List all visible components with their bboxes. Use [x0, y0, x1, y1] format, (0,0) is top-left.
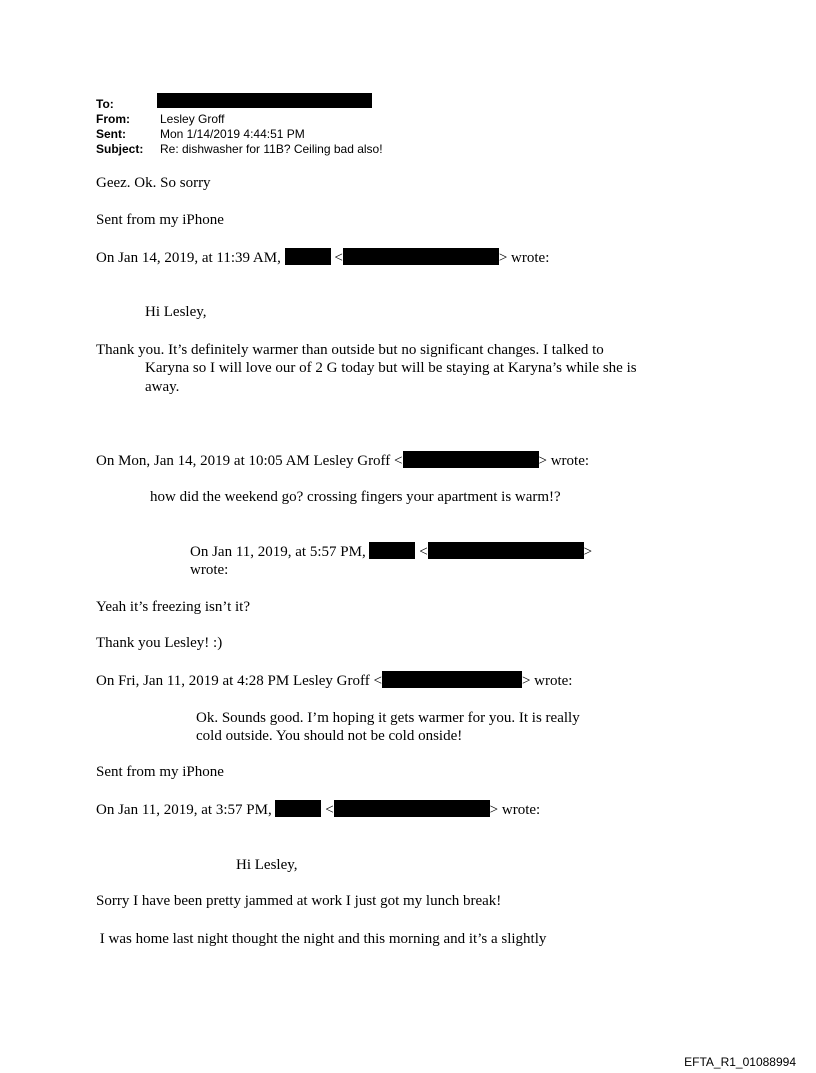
- redaction-email: [382, 671, 522, 688]
- quote-header-2-text: On Mon, Jan 14, 2019 at 10:05 AM Lesley Groff <: [96, 453, 403, 469]
- from-value: Lesley Groff: [160, 112, 225, 126]
- to-row: [96, 98, 160, 110]
- redaction-name: [275, 800, 321, 817]
- signature-line: Sent from my iPhone: [96, 764, 224, 780]
- quote-header-5-lt: <: [325, 802, 334, 818]
- subject-value: Re: dishwasher for 11B? Ceiling bad also!: [160, 142, 383, 156]
- quote-header-3-wrote: wrote:: [190, 562, 229, 578]
- redaction-email: [403, 451, 539, 468]
- paragraph-line: Karyna so I will love our of 2 G today but will be staying at Karyna’s while she is: [145, 360, 637, 376]
- quote-header-4-text: On Fri, Jan 11, 2019 at 4:28 PM Lesley Groff <: [96, 673, 382, 689]
- quote-header-5-wrote: > wrote:: [489, 802, 541, 818]
- subject-row: [96, 143, 383, 155]
- quote-header-5-text: On Jan 11, 2019, at 3:57 PM,: [96, 802, 272, 818]
- quote-header-2: [96, 451, 589, 470]
- quoted-text: Ok. Sounds good. I’m hoping it gets warmer for you. It is really: [196, 710, 580, 726]
- quoted-text: Yeah it’s freezing isn’t it?: [96, 599, 251, 615]
- subject-label: Subject:: [96, 142, 144, 156]
- to-label: To:: [96, 97, 114, 111]
- quote-header-1-text: On Jan 14, 2019, at 11:39 AM,: [96, 250, 281, 266]
- quote-header-1: [96, 248, 549, 267]
- paragraph-line: Thank you. It’s definitely warmer than outside but no significant changes. I talked to: [96, 342, 604, 358]
- quoted-text: Thank you Lesley! :): [96, 635, 223, 651]
- quote-header-4-wrote: > wrote:: [521, 673, 573, 689]
- quote-header-5: [96, 800, 540, 819]
- sent-label: Sent:: [96, 127, 126, 141]
- quoted-text: how did the weekend go? crossing fingers your apartment is warm!?: [150, 489, 561, 505]
- signature-line: Sent from my iPhone: [96, 212, 224, 228]
- quoted-text: Sorry I have been pretty jammed at work I just got my lunch break!: [96, 893, 502, 909]
- document-id: EFTA_R1_01088994: [684, 1055, 796, 1069]
- greeting: Hi Lesley,: [145, 304, 207, 320]
- greeting: Hi Lesley,: [236, 857, 298, 873]
- redaction-email: [343, 248, 499, 265]
- sent-row: [96, 128, 305, 140]
- redaction-name: [285, 248, 331, 265]
- quote-header-3-lt: <: [419, 544, 428, 560]
- quote-header-3-text: On Jan 11, 2019, at 5:57 PM,: [190, 544, 366, 560]
- quoted-text: I was home last night thought the night and this morning and it’s a slightly: [96, 931, 547, 947]
- redaction-name: [369, 542, 415, 559]
- from-label: From:: [96, 112, 130, 126]
- reply-text: Geez. Ok. So sorry: [96, 175, 211, 191]
- from-row: [96, 113, 224, 125]
- quote-header-4: [96, 671, 572, 690]
- quote-header-1-lt: <: [334, 250, 343, 266]
- redaction-email: [334, 800, 490, 817]
- sent-value: Mon 1/14/2019 4:44:51 PM: [160, 127, 305, 141]
- redaction-email: [428, 542, 584, 559]
- paragraph-line: away.: [145, 379, 180, 395]
- quote-header-3: [190, 542, 592, 561]
- quote-header-3-gt: >: [583, 544, 593, 560]
- quote-header-1-wrote: > wrote:: [498, 250, 550, 266]
- redaction-to: [157, 93, 372, 108]
- quote-header-2-wrote: > wrote:: [538, 453, 590, 469]
- quoted-text: cold outside. You should not be cold onside!: [196, 728, 463, 744]
